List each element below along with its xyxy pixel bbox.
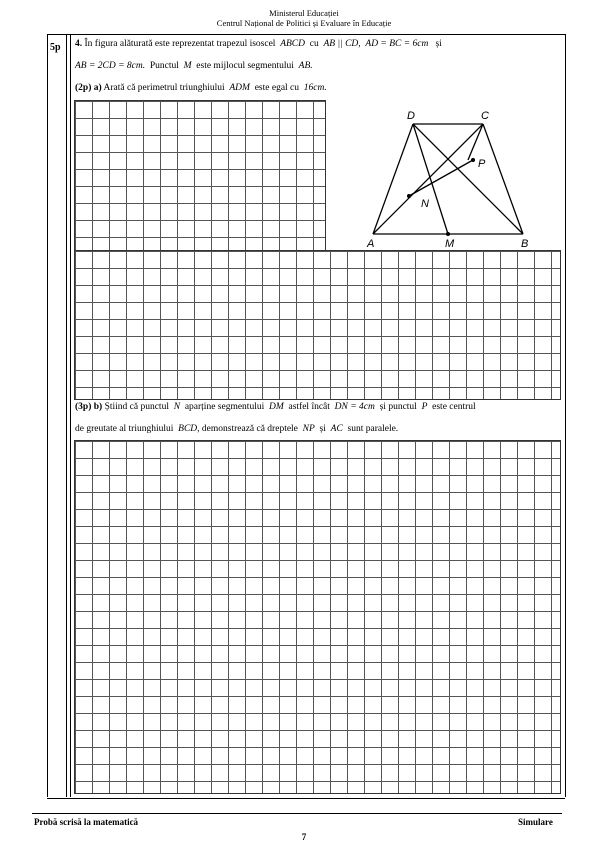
segment-dm bbox=[413, 124, 448, 234]
label-p: P bbox=[478, 158, 486, 170]
point-p bbox=[471, 158, 475, 162]
footer-session: Simulare bbox=[518, 817, 553, 827]
statement-line-2: AB = 2CD = 8cm. Punctul M este mijlocul segmentului AB. bbox=[75, 61, 313, 71]
point-n bbox=[407, 194, 411, 198]
trapezoid-figure bbox=[363, 104, 543, 249]
diagonal-db bbox=[413, 124, 523, 234]
points-label: 5p bbox=[50, 42, 61, 53]
point-m bbox=[446, 232, 450, 236]
frame-left-border bbox=[47, 34, 48, 797]
segment-da bbox=[373, 124, 413, 234]
center-name: Centrul Național de Politici și Evaluare în Educație bbox=[216, 18, 392, 28]
answer-grid-b[interactable] bbox=[74, 440, 561, 794]
problem-number: 4. bbox=[75, 39, 83, 49]
part-a-text: (2p) a) Arată că perimetrul triunghiului ADM este egal cu 16cm. bbox=[75, 83, 327, 93]
diagonal-ac bbox=[373, 124, 483, 234]
content-left-border bbox=[70, 34, 71, 797]
label-a: A bbox=[367, 238, 375, 249]
answer-grid-a-left[interactable] bbox=[74, 100, 326, 252]
label-n: N bbox=[421, 198, 429, 210]
page-number: 7 bbox=[301, 832, 307, 842]
footer-exam-name: Probă scrisă la matematică bbox=[34, 817, 139, 827]
part-b-line-1: (3p) b) Știind că punctul N aparține segmentului DM astfel încât DN = 4cm și punctul P este centrul bbox=[75, 402, 476, 412]
frame-right-border bbox=[565, 34, 566, 797]
footer-divider bbox=[32, 813, 562, 814]
points-column-border bbox=[66, 34, 67, 797]
ministry-name: Ministerul Educației bbox=[269, 8, 339, 18]
statement-line-1: 4. În figura alăturată este reprezentat trapezul isoscel ABCD cu AB || CD, AD = BC = 6cm și bbox=[75, 39, 442, 49]
label-b: B bbox=[521, 238, 529, 249]
label-c: C bbox=[481, 110, 489, 122]
segment-cb bbox=[483, 124, 523, 234]
answer-grid-a[interactable] bbox=[74, 250, 561, 400]
label-m: M bbox=[445, 238, 455, 249]
label-d: D bbox=[407, 110, 415, 122]
part-b-line-2: de greutate al triunghiului BCD, demonstrează că dreptele NP și AC sunt paralele. bbox=[75, 424, 399, 434]
page-header bbox=[0, 8, 608, 28]
segment-cp bbox=[468, 124, 483, 160]
